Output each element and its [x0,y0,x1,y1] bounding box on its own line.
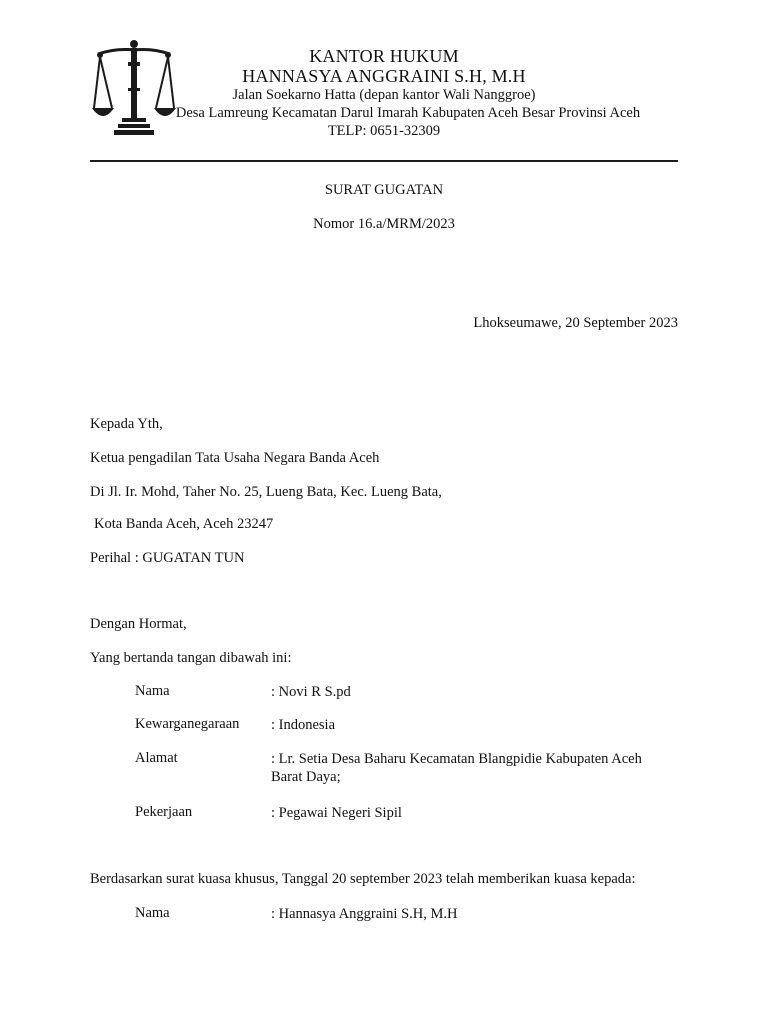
firm-type: KANTOR HUKUM [309,46,459,66]
greeting: Dengan Hormat, [90,616,187,632]
letterhead-phone: TELP: 0651-32309 [327,123,441,139]
document-number: Nomor 16.a/MRM/2023 [313,216,455,232]
attorney-value-nama: : Hannasya Anggraini S.H, M.H [271,906,458,922]
letterhead [90,46,678,140]
field-value-pekerjaan: : Pegawai Negeri Sipil [271,805,402,821]
place-date: Lhokseumawe, 20 September 2023 [473,315,678,331]
power-of-attorney-text: Berdasarkan surat kuasa khusus, Tanggal 20 september 2023 telah memberikan kuasa kepada: [90,871,636,887]
field-label-kewarganegaraan: Kewarganegaraan [135,716,240,732]
document-title: SURAT GUGATAN [324,182,444,198]
addressee: Ketua pengadilan Tata Usaha Negara Banda Aceh [90,450,380,466]
firm-name: HANNASYA ANGGRAINI S.H, M.H [242,66,526,86]
letterhead-divider [90,160,678,162]
recipient-address-line1: Di Jl. Ir. Mohd, Taher No. 25, Lueng Bata, Kec. Lueng Bata, [90,484,442,500]
field-value-kewarganegaraan: : Indonesia [271,717,336,733]
field-value-nama: : Novi R S.pd [271,684,351,700]
letterhead-address-line1: Jalan Soekarno Hatta (depan kantor Wali Nanggroe) [232,87,536,103]
field-label-pekerjaan: Pekerjaan [135,804,193,820]
intro-text: Yang bertanda tangan dibawah ini: [90,650,292,666]
salutation-to: Kepada Yth, [90,416,163,432]
field-label-alamat: Alamat [135,750,178,766]
subject-line: Perihal : GUGATAN TUN [90,550,245,566]
letterhead-address-line2: Desa Lamreung Kecamatan Darul Imarah Kabupaten Aceh Besar Provinsi Aceh [175,105,641,121]
attorney-label-nama: Nama [135,905,170,921]
field-value-alamat: : Lr. Setia Desa Baharu Kecamatan Blangpidie Kabupaten Aceh Barat Daya; [271,751,642,785]
recipient-address-line2: Kota Banda Aceh, Aceh 23247 [94,516,274,532]
field-label-nama: Nama [135,683,170,699]
